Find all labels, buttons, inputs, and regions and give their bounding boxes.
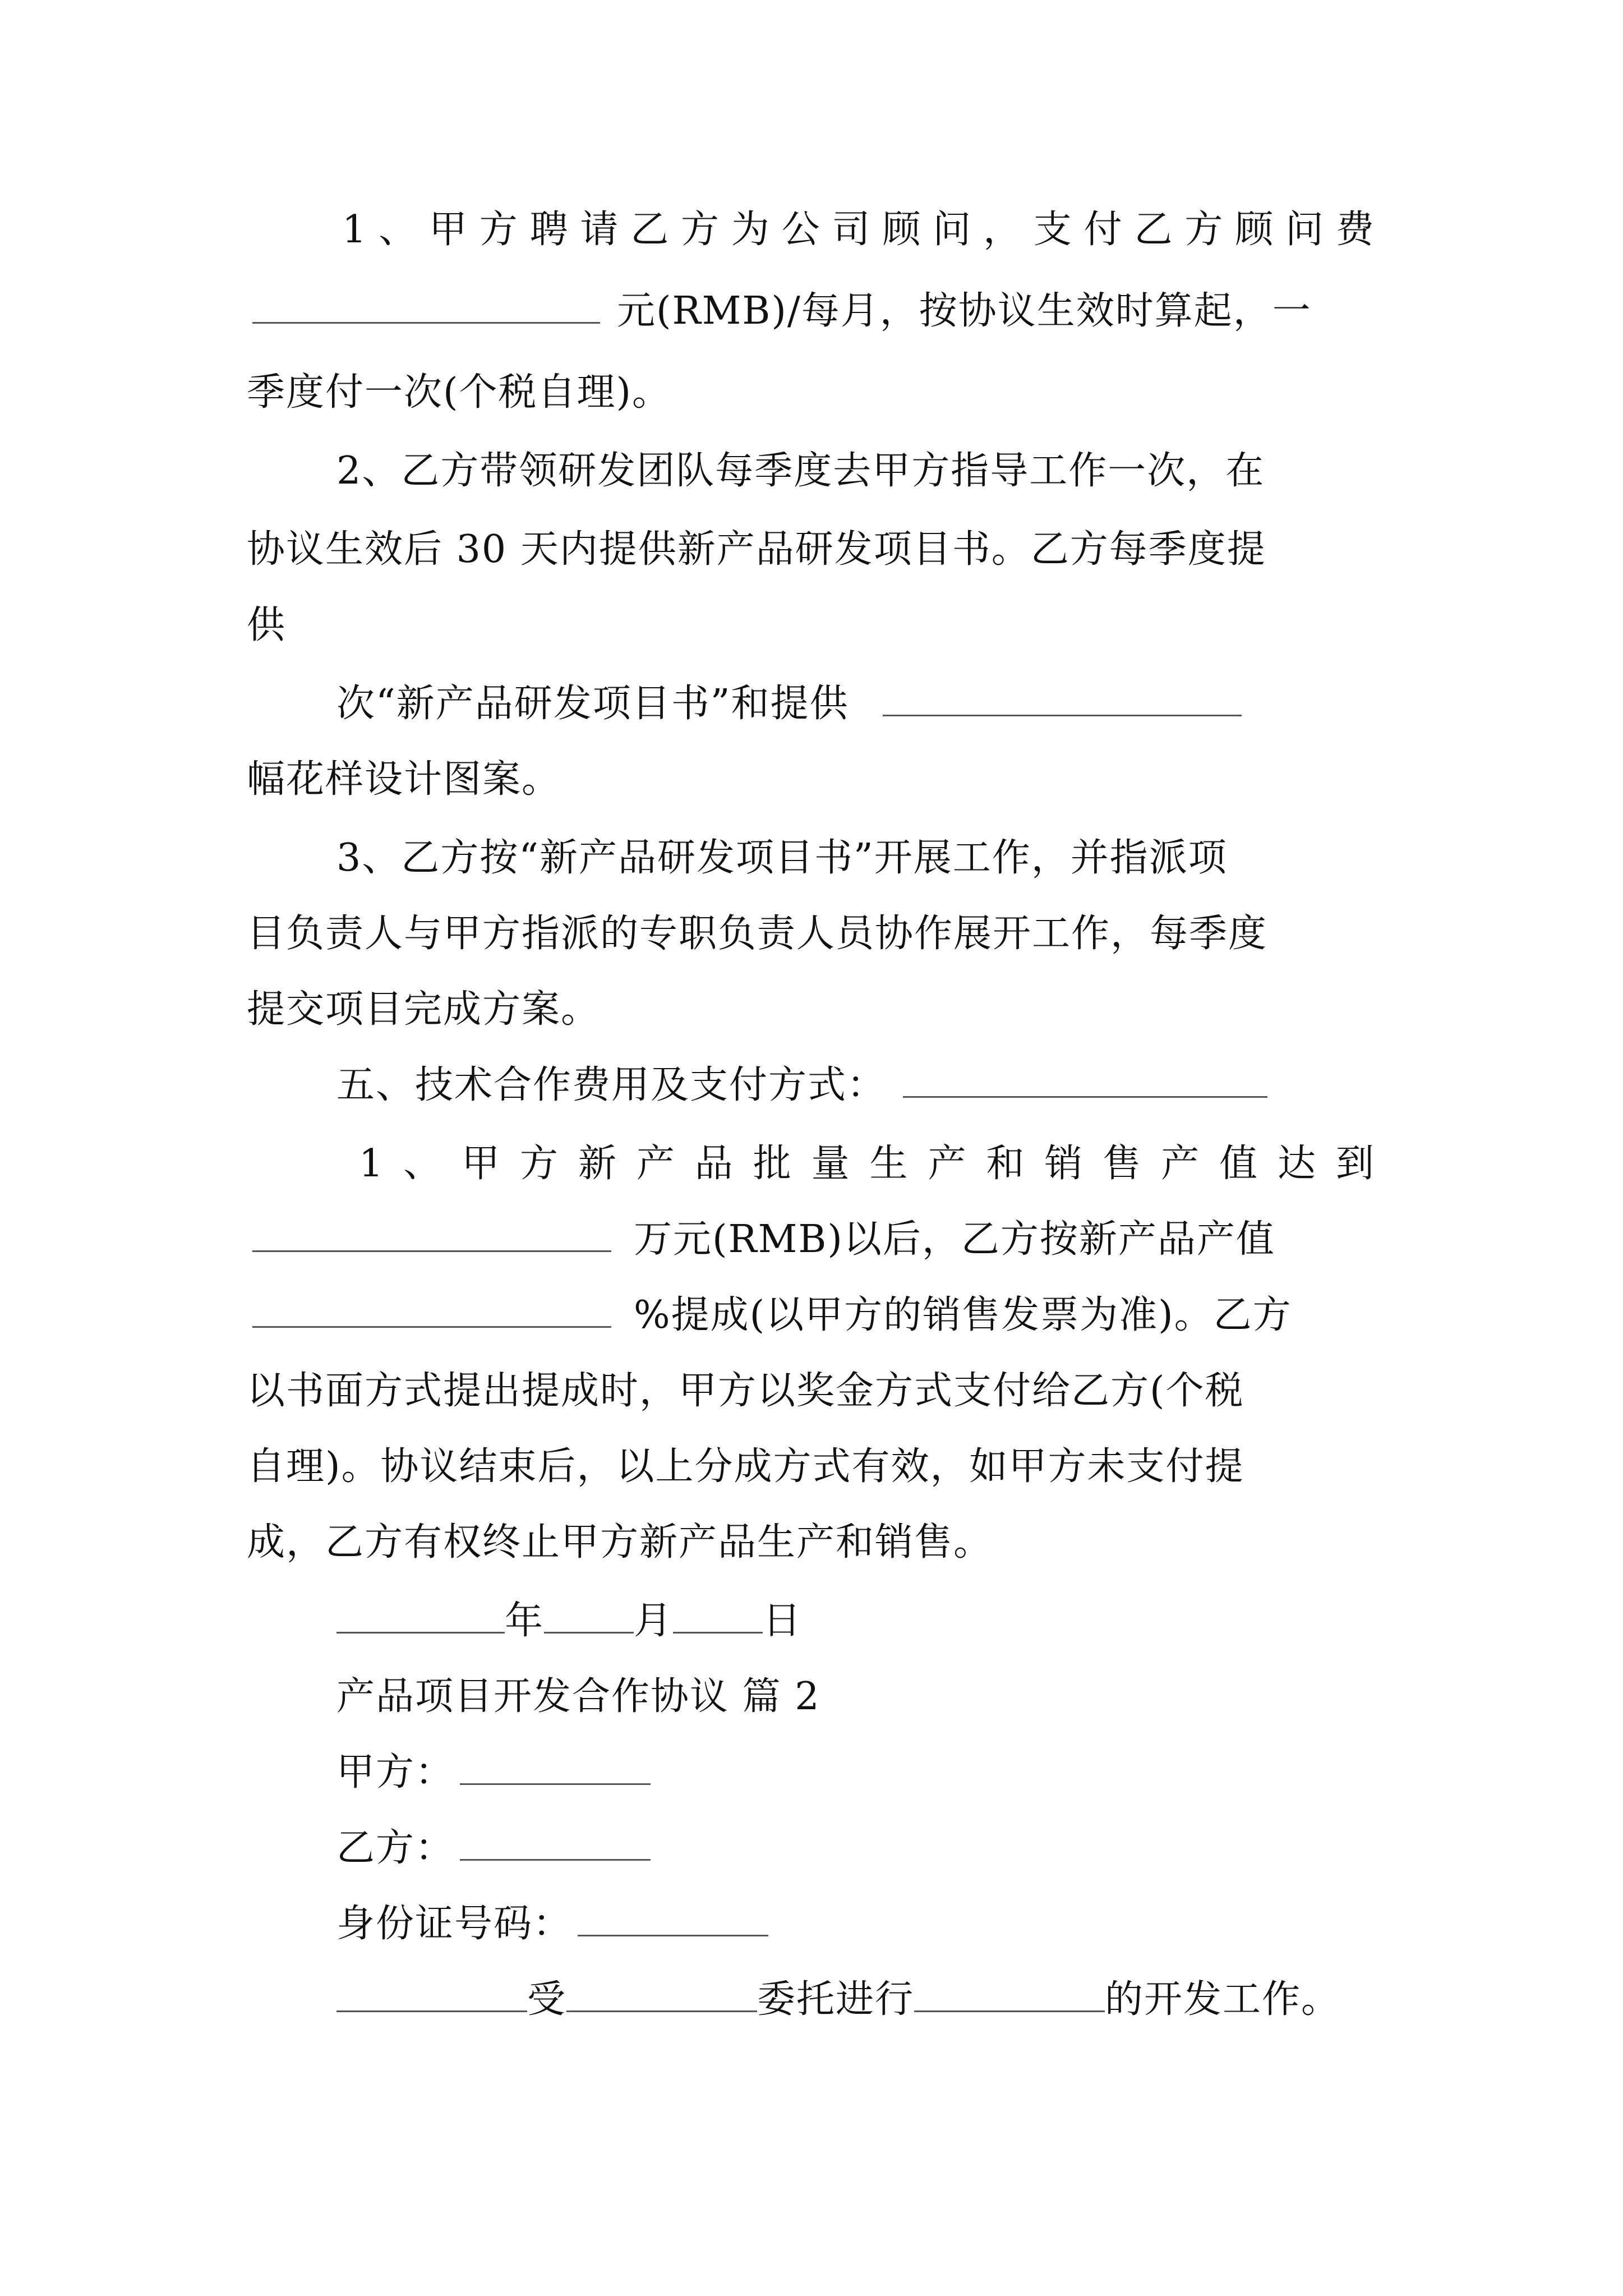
month-label: 月 bbox=[634, 1599, 674, 1643]
commission-rate-blank[interactable] bbox=[252, 1287, 611, 1328]
clause-5-1-char: 、 bbox=[403, 1142, 442, 1186]
clause-5-1-char: 方 bbox=[520, 1142, 559, 1186]
sales-threshold-blank[interactable] bbox=[252, 1211, 611, 1252]
clause-4-1-char: 乙 bbox=[1134, 208, 1173, 252]
design-count-blank[interactable] bbox=[883, 675, 1242, 716]
clause-5-1-char: 新 bbox=[578, 1142, 616, 1186]
clause-5-1-text-5: 自理)。协议结束后，以上分成方式有效，如甲方未支付提 bbox=[247, 1444, 1244, 1489]
clause-4-1-char: 支 bbox=[1033, 208, 1072, 252]
clause-4-1-line-3 bbox=[247, 362, 671, 424]
clause-4-1-char: 顾 bbox=[1235, 208, 1274, 252]
clause-4-1-char: 问 bbox=[1285, 208, 1324, 252]
clause-4-3-line-1 bbox=[336, 827, 1228, 889]
clause-4-1-char: 方 bbox=[1184, 208, 1223, 252]
clause-5-1-char: 1 bbox=[359, 1142, 384, 1186]
clause-4-2-line-2 bbox=[247, 519, 1266, 581]
day-blank[interactable] bbox=[673, 1593, 763, 1634]
clause-5-1-char: 甲 bbox=[462, 1142, 500, 1186]
clause-5-1-text-2: 万元(RMB)以后，乙方按新产品产值 bbox=[634, 1217, 1275, 1262]
clause-4-2-line-5 bbox=[247, 749, 561, 811]
clause-4-2-text-1: 2、乙方带领研发团队每季度去甲方指导工作一次，在 bbox=[336, 449, 1265, 493]
clause-5-1-char: 产 bbox=[928, 1142, 966, 1186]
party-a-label: 甲方： bbox=[336, 1750, 455, 1795]
clause-5-1-char: 售 bbox=[1103, 1142, 1141, 1186]
clause-4-3-text-1: 3、乙方按“新产品研发项目书”开展工作，并指派项 bbox=[336, 836, 1228, 880]
project-name-blank[interactable] bbox=[914, 1971, 1105, 2012]
agreement-2-title bbox=[336, 1666, 820, 1728]
clause-4-1-char: 方 bbox=[681, 208, 720, 252]
clause-5-1-char: 批 bbox=[753, 1142, 791, 1186]
fee-amount-blank[interactable] bbox=[252, 283, 600, 324]
party-b-blank[interactable] bbox=[460, 1820, 651, 1861]
entrust-text-2: 委托进行 bbox=[757, 1977, 915, 2022]
clause-5-1-line-3 bbox=[247, 1285, 1292, 1346]
entrust-text-3: 的开发工作。 bbox=[1105, 1977, 1341, 2022]
clause-4-1-char: 聘 bbox=[529, 208, 568, 252]
clause-5-1-text-6: 成，乙方有权终止甲方新产品生产和销售。 bbox=[247, 1520, 993, 1565]
clause-4-3-line-2 bbox=[247, 903, 1267, 965]
clause-4-2-text-4: 次“新产品研发项目书”和提供 bbox=[336, 682, 849, 726]
clause-5-1-char: 达 bbox=[1278, 1142, 1316, 1186]
clause-4-2-line-1 bbox=[336, 440, 1265, 502]
clause-4-2-text-5: 幅花样设计图案。 bbox=[247, 757, 561, 802]
clause-5-1-line-2 bbox=[247, 1209, 1275, 1271]
clause-4-1-char: 1 bbox=[342, 208, 367, 252]
party-b-label: 乙方： bbox=[336, 1826, 455, 1870]
payment-method-blank[interactable] bbox=[903, 1057, 1267, 1098]
clause-4-1-char: 为 bbox=[731, 208, 769, 252]
clause-4-1-text-2: 元(RMB)/每月，按协议生效时算起，一 bbox=[617, 289, 1312, 333]
clause-4-3-text-3: 提交项目完成方案。 bbox=[247, 987, 601, 1032]
clause-4-1-char: 甲 bbox=[428, 208, 467, 252]
clause-4-1-text-3: 季度付一次(个税自理)。 bbox=[247, 370, 672, 415]
clause-4-1-char: 、 bbox=[379, 208, 417, 252]
clause-5-1-text-3: %提成(以甲方的销售发票为准)。乙方 bbox=[634, 1293, 1292, 1337]
party-b-line bbox=[336, 1818, 656, 1879]
clause-5-1-char: 生 bbox=[869, 1142, 908, 1186]
section-5-title: 五、技术合作费用及支付方式： bbox=[336, 1063, 887, 1107]
clause-4-3-line-3 bbox=[247, 979, 600, 1041]
clause-4-1-line-2 bbox=[247, 280, 1312, 342]
clause-5-1-char: 值 bbox=[1219, 1142, 1258, 1186]
clause-4-1-line-1 bbox=[342, 199, 1374, 261]
clause-4-2-text-2: 协议生效后 30 天内提供新产品研发项目书。乙方每季度提 bbox=[247, 527, 1266, 572]
clause-4-2-text-3: 供 bbox=[247, 603, 287, 647]
entrusted-party-blank[interactable] bbox=[336, 1971, 527, 2012]
clause-4-1-char: 费 bbox=[1335, 208, 1374, 252]
clause-5-1-char: 品 bbox=[694, 1142, 733, 1186]
id-number-blank[interactable] bbox=[578, 1895, 768, 1936]
clause-5-1-char: 和 bbox=[986, 1142, 1025, 1186]
party-a-blank[interactable] bbox=[460, 1744, 651, 1785]
agreement-2-title-text: 产品项目开发合作协议 篇 2 bbox=[336, 1674, 820, 1719]
year-label: 年 bbox=[505, 1599, 545, 1643]
id-number-label: 身份证号码： bbox=[336, 1902, 573, 1946]
clause-4-1-char: 付 bbox=[1083, 208, 1122, 252]
clause-5-1-text-4: 以书面方式提出提成时，甲方以奖金方式支付给乙方(个税 bbox=[247, 1369, 1244, 1413]
clause-4-1-char: 方 bbox=[479, 208, 518, 252]
clause-4-1-char: 公 bbox=[781, 208, 820, 252]
section-5-heading bbox=[336, 1055, 1273, 1116]
date-line bbox=[336, 1590, 802, 1652]
month-blank[interactable] bbox=[544, 1593, 634, 1634]
clause-4-1-char: 乙 bbox=[630, 208, 669, 252]
clause-4-2-line-4 bbox=[336, 673, 1247, 735]
year-blank[interactable] bbox=[336, 1593, 505, 1634]
entrust-line bbox=[336, 1969, 1340, 2031]
clause-5-1-line-1 bbox=[359, 1133, 1374, 1195]
clause-5-1-line-6 bbox=[247, 1512, 993, 1573]
clause-5-1-char: 产 bbox=[1161, 1142, 1200, 1186]
day-label: 日 bbox=[763, 1599, 803, 1643]
entrust-text-1: 受 bbox=[527, 1977, 567, 2022]
clause-4-3-text-2: 目负责人与甲方指派的专职负责人员协作展开工作，每季度 bbox=[247, 912, 1268, 956]
id-number-line bbox=[336, 1893, 774, 1955]
clause-4-1-char: 司 bbox=[832, 208, 870, 252]
party-a-line bbox=[336, 1742, 656, 1803]
clause-5-1-char: 销 bbox=[1044, 1142, 1083, 1186]
clause-4-1-char: 顾 bbox=[882, 208, 921, 252]
entrusting-party-blank[interactable] bbox=[566, 1971, 757, 2012]
clause-5-1-char: 产 bbox=[636, 1142, 675, 1186]
clause-5-1-line-5 bbox=[247, 1436, 1244, 1498]
clause-4-1-char: 问 bbox=[933, 208, 971, 252]
clause-4-2-line-3 bbox=[247, 595, 286, 656]
clause-5-1-line-4 bbox=[247, 1360, 1244, 1422]
clause-4-1-char: 请 bbox=[580, 208, 619, 252]
clause-5-1-char: 量 bbox=[811, 1142, 850, 1186]
clause-4-1-char: ， bbox=[983, 208, 1022, 252]
clause-5-1-char: 到 bbox=[1335, 1142, 1374, 1186]
